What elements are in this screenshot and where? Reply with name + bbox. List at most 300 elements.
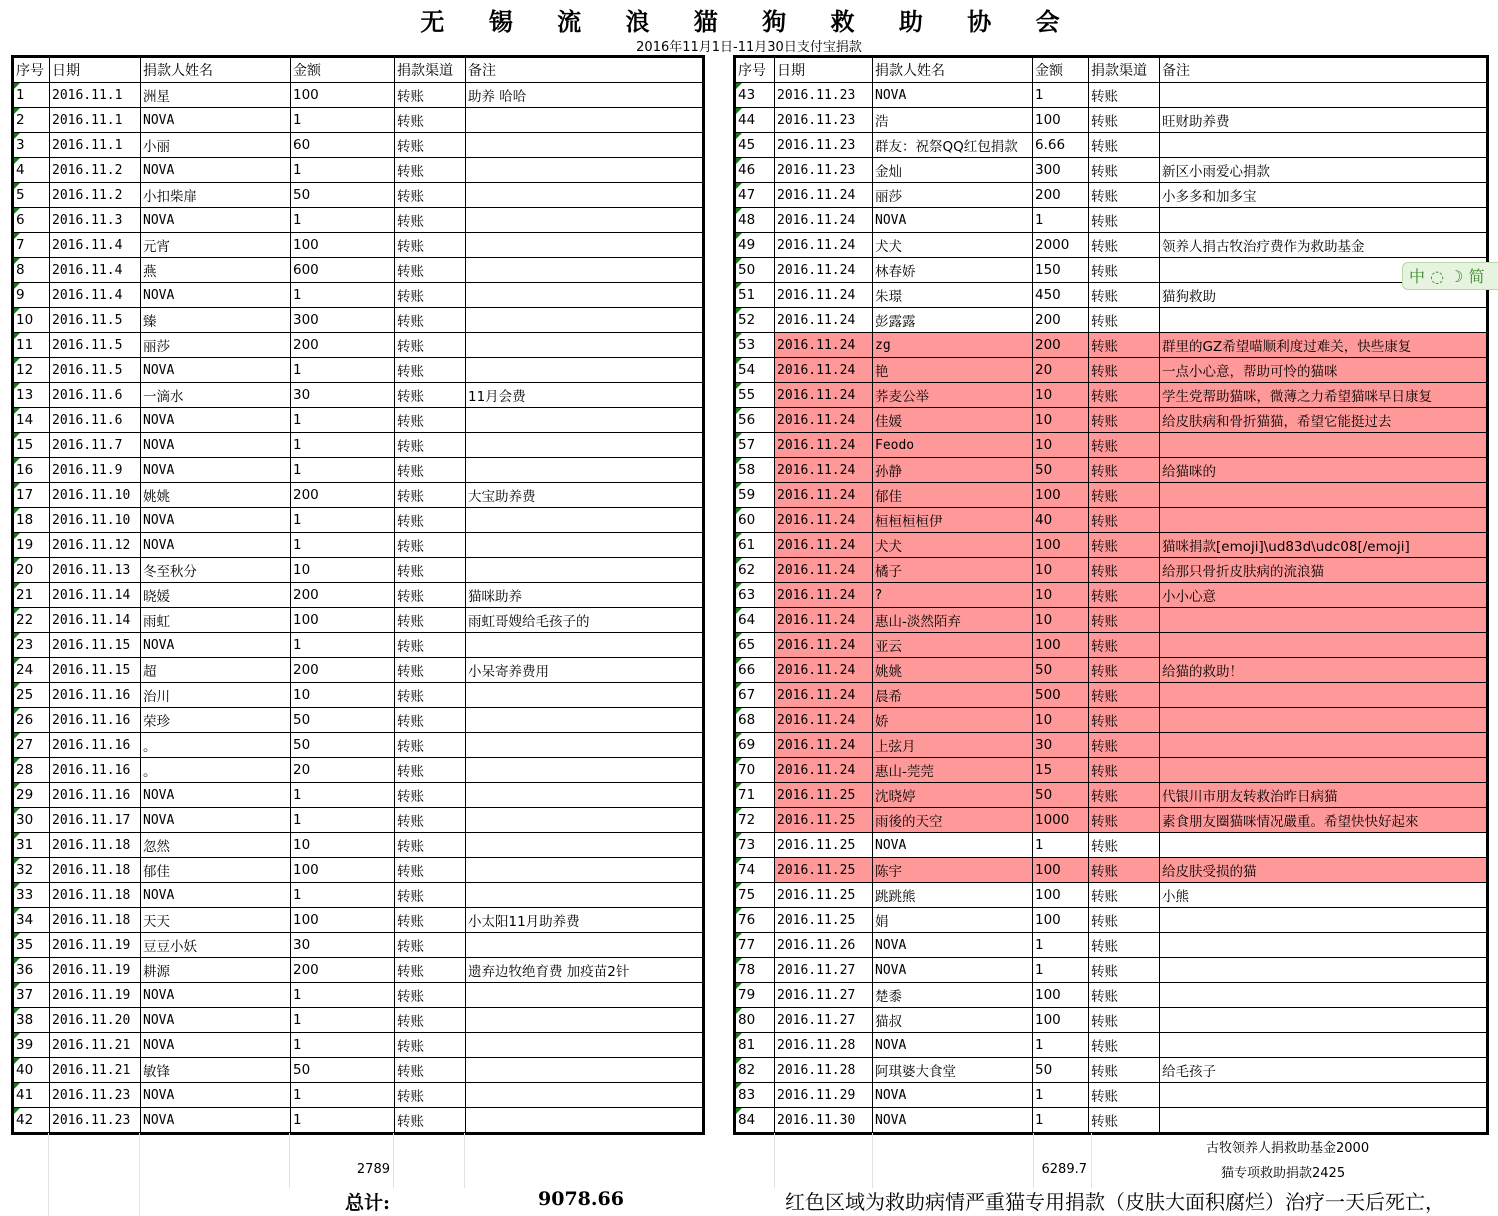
payment-channel[interactable]: 转账	[395, 983, 466, 1008]
payment-channel[interactable]: 转账	[395, 1008, 466, 1033]
donor-name[interactable]: NOVA	[141, 983, 291, 1008]
payment-channel[interactable]: 转账	[395, 583, 466, 608]
donation-date[interactable]: 2016.11.28	[775, 1058, 873, 1083]
donation-date[interactable]: 2016.11.12	[50, 533, 141, 558]
payment-channel[interactable]: 转账	[395, 783, 466, 808]
donation-amount[interactable]: 20	[291, 758, 395, 783]
row-number[interactable]: 42	[14, 1108, 50, 1133]
donation-note[interactable]	[1160, 833, 1487, 858]
donor-name[interactable]: 雨虹	[141, 608, 291, 633]
row-number[interactable]: 52	[736, 308, 775, 333]
payment-channel[interactable]: 转账	[1089, 1083, 1160, 1108]
donation-date[interactable]: 2016.11.18	[50, 908, 141, 933]
row-number[interactable]: 11	[14, 333, 50, 358]
payment-channel[interactable]: 转账	[395, 1083, 466, 1108]
donation-date[interactable]: 2016.11.6	[50, 408, 141, 433]
payment-channel[interactable]: 转账	[1089, 83, 1160, 108]
donation-amount[interactable]: 1	[1033, 1033, 1089, 1058]
donation-note[interactable]	[466, 133, 703, 158]
donation-note[interactable]: 遗弃边牧绝育费 加疫苗2针	[466, 958, 703, 983]
donation-note[interactable]: 学生党帮助猫咪，微薄之力希望猫咪早日康复	[1160, 383, 1487, 408]
donation-date[interactable]: 2016.11.24	[775, 483, 873, 508]
row-number[interactable]: 83	[736, 1083, 775, 1108]
donation-amount[interactable]: 10	[1033, 408, 1089, 433]
payment-channel[interactable]: 转账	[395, 358, 466, 383]
donation-amount[interactable]: 10	[1033, 383, 1089, 408]
donor-name[interactable]: NOVA	[141, 1008, 291, 1033]
donor-name[interactable]: 楚黍	[873, 983, 1033, 1008]
payment-channel[interactable]: 转账	[395, 958, 466, 983]
donation-note[interactable]	[1160, 433, 1487, 458]
donation-amount[interactable]: 1	[291, 408, 395, 433]
donation-amount[interactable]: 1	[291, 883, 395, 908]
donation-date[interactable]: 2016.11.6	[50, 383, 141, 408]
donation-note[interactable]: 给皮肤受损的猫	[1160, 858, 1487, 883]
donor-name[interactable]: 朱璟	[873, 283, 1033, 308]
donation-note[interactable]	[466, 433, 703, 458]
donor-name[interactable]: 晓媛	[141, 583, 291, 608]
payment-channel[interactable]: 转账	[395, 133, 466, 158]
donation-note[interactable]	[1160, 683, 1487, 708]
donation-date[interactable]: 2016.11.24	[775, 708, 873, 733]
row-number[interactable]: 62	[736, 558, 775, 583]
row-number[interactable]: 63	[736, 583, 775, 608]
row-number[interactable]: 21	[14, 583, 50, 608]
donation-date[interactable]: 2016.11.29	[775, 1083, 873, 1108]
row-number[interactable]: 32	[14, 858, 50, 883]
donation-amount[interactable]: 200	[291, 483, 395, 508]
donation-amount[interactable]: 1	[1033, 1083, 1089, 1108]
donation-amount[interactable]: 200	[291, 333, 395, 358]
donor-name[interactable]: NOVA	[873, 208, 1033, 233]
donation-date[interactable]: 2016.11.23	[50, 1108, 141, 1133]
payment-channel[interactable]: 转账	[395, 408, 466, 433]
payment-channel[interactable]: 转账	[395, 1058, 466, 1083]
column-header[interactable]: 金额	[1033, 58, 1089, 83]
donation-amount[interactable]: 50	[291, 708, 395, 733]
donation-note[interactable]	[466, 108, 703, 133]
donor-name[interactable]: 郁佳	[141, 858, 291, 883]
payment-channel[interactable]: 转账	[395, 883, 466, 908]
donation-date[interactable]: 2016.11.17	[50, 808, 141, 833]
donation-date[interactable]: 2016.11.21	[50, 1058, 141, 1083]
donor-name[interactable]: 艳	[873, 358, 1033, 383]
column-header[interactable]: 捐款人姓名	[873, 58, 1033, 83]
payment-channel[interactable]: 转账	[1089, 408, 1160, 433]
row-number[interactable]: 34	[14, 908, 50, 933]
payment-channel[interactable]: 转账	[1089, 508, 1160, 533]
donation-date[interactable]: 2016.11.15	[50, 658, 141, 683]
donation-date[interactable]: 2016.11.24	[775, 558, 873, 583]
row-number[interactable]: 54	[736, 358, 775, 383]
donation-note[interactable]	[1160, 633, 1487, 658]
donation-note[interactable]	[466, 708, 703, 733]
donor-name[interactable]: 上弦月	[873, 733, 1033, 758]
row-number[interactable]: 47	[736, 183, 775, 208]
donation-note[interactable]	[1160, 908, 1487, 933]
donation-amount[interactable]: 450	[1033, 283, 1089, 308]
donation-amount[interactable]: 100	[1033, 633, 1089, 658]
donation-amount[interactable]: 10	[291, 683, 395, 708]
donor-name[interactable]: NOVA	[141, 883, 291, 908]
payment-channel[interactable]: 转账	[1089, 758, 1160, 783]
row-number[interactable]: 3	[14, 133, 50, 158]
donor-name[interactable]: 姚姚	[141, 483, 291, 508]
payment-channel[interactable]: 转账	[1089, 158, 1160, 183]
donor-name[interactable]: 惠山-莞莞	[873, 758, 1033, 783]
donation-note[interactable]	[1160, 958, 1487, 983]
donation-date[interactable]: 2016.11.24	[775, 683, 873, 708]
donation-date[interactable]: 2016.11.24	[775, 658, 873, 683]
donation-date[interactable]: 2016.11.24	[775, 408, 873, 433]
donation-note[interactable]	[466, 733, 703, 758]
donation-date[interactable]: 2016.11.24	[775, 183, 873, 208]
row-number[interactable]: 45	[736, 133, 775, 158]
donation-note[interactable]: 一点小心意，帮助可怜的猫咪	[1160, 358, 1487, 383]
row-number[interactable]: 66	[736, 658, 775, 683]
donation-note[interactable]	[1160, 1108, 1487, 1133]
row-number[interactable]: 6	[14, 208, 50, 233]
donation-date[interactable]: 2016.11.4	[50, 258, 141, 283]
payment-channel[interactable]: 转账	[395, 458, 466, 483]
donor-name[interactable]: 。	[141, 733, 291, 758]
donor-name[interactable]: 沈晓婷	[873, 783, 1033, 808]
row-number[interactable]: 40	[14, 1058, 50, 1083]
row-number[interactable]: 16	[14, 458, 50, 483]
column-header[interactable]: 日期	[775, 58, 873, 83]
row-number[interactable]: 33	[14, 883, 50, 908]
payment-channel[interactable]: 转账	[395, 658, 466, 683]
row-number[interactable]: 48	[736, 208, 775, 233]
payment-channel[interactable]: 转账	[395, 683, 466, 708]
payment-channel[interactable]: 转账	[1089, 983, 1160, 1008]
donor-name[interactable]: 燕	[141, 258, 291, 283]
row-number[interactable]: 46	[736, 158, 775, 183]
donor-name[interactable]: 陈宇	[873, 858, 1033, 883]
payment-channel[interactable]: 转账	[395, 208, 466, 233]
payment-channel[interactable]: 转账	[395, 833, 466, 858]
row-number[interactable]: 4	[14, 158, 50, 183]
donation-date[interactable]: 2016.11.24	[775, 208, 873, 233]
donation-amount[interactable]: 1	[291, 508, 395, 533]
donation-amount[interactable]: 1	[291, 458, 395, 483]
row-number[interactable]: 9	[14, 283, 50, 308]
donation-amount[interactable]: 10	[1033, 708, 1089, 733]
donor-name[interactable]: 跳跳熊	[873, 883, 1033, 908]
donation-date[interactable]: 2016.11.24	[775, 433, 873, 458]
payment-channel[interactable]: 转账	[395, 108, 466, 133]
donation-date[interactable]: 2016.11.14	[50, 608, 141, 633]
donor-name[interactable]: 郁佳	[873, 483, 1033, 508]
donation-date[interactable]: 2016.11.30	[775, 1108, 873, 1133]
donation-note[interactable]: 旺财助养费	[1160, 108, 1487, 133]
donation-note[interactable]	[466, 783, 703, 808]
donor-name[interactable]: NOVA	[141, 508, 291, 533]
row-number[interactable]: 29	[14, 783, 50, 808]
row-number[interactable]: 37	[14, 983, 50, 1008]
row-number[interactable]: 18	[14, 508, 50, 533]
donation-amount[interactable]: 6.66	[1033, 133, 1089, 158]
donor-name[interactable]: NOVA	[873, 1033, 1033, 1058]
donation-note[interactable]	[1160, 133, 1487, 158]
donation-note[interactable]	[1160, 1008, 1487, 1033]
column-header[interactable]: 序号	[736, 58, 775, 83]
row-number[interactable]: 2	[14, 108, 50, 133]
donation-note[interactable]: 群里的GZ希望喵顺利度过难关，快些康复	[1160, 333, 1487, 358]
donation-date[interactable]: 2016.11.24	[775, 508, 873, 533]
donation-amount[interactable]: 2000	[1033, 233, 1089, 258]
donor-name[interactable]: 浩	[873, 108, 1033, 133]
donation-date[interactable]: 2016.11.23	[775, 158, 873, 183]
donation-note[interactable]	[1160, 758, 1487, 783]
donor-name[interactable]: NOVA	[141, 783, 291, 808]
donation-note[interactable]	[466, 183, 703, 208]
donation-amount[interactable]: 1	[291, 1008, 395, 1033]
donation-date[interactable]: 2016.11.25	[775, 858, 873, 883]
donation-date[interactable]: 2016.11.4	[50, 233, 141, 258]
donation-amount[interactable]: 1	[291, 783, 395, 808]
donation-date[interactable]: 2016.11.20	[50, 1008, 141, 1033]
donation-date[interactable]: 2016.11.24	[775, 283, 873, 308]
donation-note[interactable]	[466, 808, 703, 833]
donor-name[interactable]: 元宵	[141, 233, 291, 258]
donation-amount[interactable]: 1	[1033, 83, 1089, 108]
donation-amount[interactable]: 1	[1033, 958, 1089, 983]
donation-note[interactable]	[1160, 933, 1487, 958]
donation-amount[interactable]: 10	[1033, 608, 1089, 633]
donation-note[interactable]	[466, 358, 703, 383]
donation-note[interactable]: 小呆寄养费用	[466, 658, 703, 683]
donor-name[interactable]: 惠山-淡然陌弃	[873, 608, 1033, 633]
donation-note[interactable]: 助养 哈哈	[466, 83, 703, 108]
donor-name[interactable]: 天天	[141, 908, 291, 933]
donation-date[interactable]: 2016.11.24	[775, 533, 873, 558]
donation-amount[interactable]: 1	[291, 358, 395, 383]
donation-date[interactable]: 2016.11.24	[775, 383, 873, 408]
donation-date[interactable]: 2016.11.16	[50, 783, 141, 808]
payment-channel[interactable]: 转账	[1089, 558, 1160, 583]
donation-amount[interactable]: 100	[1033, 983, 1089, 1008]
payment-channel[interactable]: 转账	[1089, 708, 1160, 733]
payment-channel[interactable]: 转账	[395, 383, 466, 408]
donation-note[interactable]: 猫咪助养	[466, 583, 703, 608]
donation-note[interactable]	[466, 883, 703, 908]
donation-amount[interactable]: 1	[291, 1108, 395, 1133]
row-number[interactable]: 74	[736, 858, 775, 883]
donation-date[interactable]: 2016.11.24	[775, 458, 873, 483]
row-number[interactable]: 17	[14, 483, 50, 508]
donation-date[interactable]: 2016.11.18	[50, 833, 141, 858]
row-number[interactable]: 22	[14, 608, 50, 633]
donation-amount[interactable]: 300	[1033, 158, 1089, 183]
row-number[interactable]: 49	[736, 233, 775, 258]
payment-channel[interactable]: 转账	[395, 858, 466, 883]
donor-name[interactable]: NOVA	[873, 1108, 1033, 1133]
donation-amount[interactable]: 100	[291, 233, 395, 258]
donation-note[interactable]: 小太阳11月助养费	[466, 908, 703, 933]
donor-name[interactable]: 林春娇	[873, 258, 1033, 283]
column-header[interactable]: 备注	[466, 58, 703, 83]
donor-name[interactable]: 佳媛	[873, 408, 1033, 433]
donation-date[interactable]: 2016.11.24	[775, 358, 873, 383]
donation-note[interactable]	[1160, 208, 1487, 233]
donation-note[interactable]	[466, 508, 703, 533]
donation-note[interactable]: 大宝助养费	[466, 483, 703, 508]
donation-date[interactable]: 2016.11.24	[775, 733, 873, 758]
payment-channel[interactable]: 转账	[1089, 1108, 1160, 1133]
column-header[interactable]: 捐款渠道	[395, 58, 466, 83]
column-header[interactable]: 序号	[14, 58, 50, 83]
donation-note[interactable]	[466, 758, 703, 783]
donation-note[interactable]: 给毛孩子	[1160, 1058, 1487, 1083]
donation-amount[interactable]: 200	[291, 958, 395, 983]
payment-channel[interactable]: 转账	[395, 308, 466, 333]
donor-name[interactable]: 小扣柴扉	[141, 183, 291, 208]
donation-note[interactable]	[466, 1058, 703, 1083]
payment-channel[interactable]: 转账	[1089, 283, 1160, 308]
donation-date[interactable]: 2016.11.19	[50, 933, 141, 958]
donation-note[interactable]: 给猫的救助！	[1160, 658, 1487, 683]
row-number[interactable]: 67	[736, 683, 775, 708]
donation-date[interactable]: 2016.11.25	[775, 783, 873, 808]
donor-name[interactable]: 孙静	[873, 458, 1033, 483]
donation-date[interactable]: 2016.11.3	[50, 208, 141, 233]
payment-channel[interactable]: 转账	[1089, 883, 1160, 908]
payment-channel[interactable]: 转账	[1089, 308, 1160, 333]
donation-note[interactable]	[1160, 983, 1487, 1008]
row-number[interactable]: 61	[736, 533, 775, 558]
donation-note[interactable]	[466, 408, 703, 433]
donation-amount[interactable]: 40	[1033, 508, 1089, 533]
donation-amount[interactable]: 50	[291, 183, 395, 208]
donor-name[interactable]: 犬犬	[873, 533, 1033, 558]
payment-channel[interactable]: 转账	[395, 508, 466, 533]
donor-name[interactable]: Feodo	[873, 433, 1033, 458]
row-number[interactable]: 7	[14, 233, 50, 258]
payment-channel[interactable]: 转账	[1089, 108, 1160, 133]
row-number[interactable]: 57	[736, 433, 775, 458]
donation-date[interactable]: 2016.11.23	[775, 133, 873, 158]
payment-channel[interactable]: 转账	[395, 483, 466, 508]
donation-date[interactable]: 2016.11.23	[775, 108, 873, 133]
donor-name[interactable]: 娇	[873, 708, 1033, 733]
donation-date[interactable]: 2016.11.19	[50, 958, 141, 983]
donor-name[interactable]: 雨後的天空	[873, 808, 1033, 833]
donation-note[interactable]: 猫狗救助	[1160, 283, 1487, 308]
row-number[interactable]: 82	[736, 1058, 775, 1083]
payment-channel[interactable]: 转账	[1089, 658, 1160, 683]
row-number[interactable]: 14	[14, 408, 50, 433]
payment-channel[interactable]: 转账	[395, 708, 466, 733]
donation-amount[interactable]: 1	[291, 533, 395, 558]
donation-amount[interactable]: 500	[1033, 683, 1089, 708]
row-number[interactable]: 60	[736, 508, 775, 533]
payment-channel[interactable]: 转账	[1089, 383, 1160, 408]
donor-name[interactable]: 金灿	[873, 158, 1033, 183]
donation-note[interactable]	[466, 533, 703, 558]
donation-amount[interactable]: 100	[1033, 483, 1089, 508]
row-number[interactable]: 27	[14, 733, 50, 758]
donor-name[interactable]: 敏锋	[141, 1058, 291, 1083]
donor-name[interactable]: 臻	[141, 308, 291, 333]
row-number[interactable]: 19	[14, 533, 50, 558]
donation-amount[interactable]: 1000	[1033, 808, 1089, 833]
donation-amount[interactable]: 100	[291, 608, 395, 633]
donation-note[interactable]	[466, 458, 703, 483]
donation-date[interactable]: 2016.11.28	[775, 1033, 873, 1058]
row-number[interactable]: 8	[14, 258, 50, 283]
row-number[interactable]: 20	[14, 558, 50, 583]
donor-name[interactable]: NOVA	[141, 408, 291, 433]
payment-channel[interactable]: 转账	[1089, 358, 1160, 383]
row-number[interactable]: 84	[736, 1108, 775, 1133]
payment-channel[interactable]: 转账	[395, 633, 466, 658]
row-number[interactable]: 56	[736, 408, 775, 433]
payment-channel[interactable]: 转账	[1089, 833, 1160, 858]
donor-name[interactable]: 荣珍	[141, 708, 291, 733]
donation-amount[interactable]: 1	[291, 633, 395, 658]
donor-name[interactable]: NOVA	[141, 808, 291, 833]
donation-amount[interactable]: 1	[291, 158, 395, 183]
donation-note[interactable]	[1160, 1083, 1487, 1108]
column-header[interactable]: 捐款人姓名	[141, 58, 291, 83]
donation-date[interactable]: 2016.11.25	[775, 808, 873, 833]
donation-date[interactable]: 2016.11.1	[50, 83, 141, 108]
donation-date[interactable]: 2016.11.14	[50, 583, 141, 608]
payment-channel[interactable]: 转账	[395, 558, 466, 583]
donation-amount[interactable]: 100	[1033, 883, 1089, 908]
donation-amount[interactable]: 60	[291, 133, 395, 158]
row-number[interactable]: 24	[14, 658, 50, 683]
payment-channel[interactable]: 转账	[395, 333, 466, 358]
payment-channel[interactable]: 转账	[1089, 258, 1160, 283]
donor-name[interactable]: zg	[873, 333, 1033, 358]
row-number[interactable]: 58	[736, 458, 775, 483]
payment-channel[interactable]: 转账	[1089, 133, 1160, 158]
donation-date[interactable]: 2016.11.26	[775, 933, 873, 958]
donation-date[interactable]: 2016.11.2	[50, 183, 141, 208]
row-number[interactable]: 81	[736, 1033, 775, 1058]
row-number[interactable]: 36	[14, 958, 50, 983]
row-number[interactable]: 68	[736, 708, 775, 733]
donation-note[interactable]	[466, 233, 703, 258]
payment-channel[interactable]: 转账	[395, 183, 466, 208]
row-number[interactable]: 30	[14, 808, 50, 833]
row-number[interactable]: 75	[736, 883, 775, 908]
donation-amount[interactable]: 10	[1033, 433, 1089, 458]
payment-channel[interactable]: 转账	[395, 808, 466, 833]
donation-date[interactable]: 2016.11.7	[50, 433, 141, 458]
donation-amount[interactable]: 1	[291, 108, 395, 133]
row-number[interactable]: 10	[14, 308, 50, 333]
payment-channel[interactable]: 转账	[1089, 183, 1160, 208]
donation-note[interactable]: 素食朋友圈猫咪情况嚴重。希望快快好起來	[1160, 808, 1487, 833]
payment-channel[interactable]: 转账	[1089, 933, 1160, 958]
donor-name[interactable]: 豆豆小妖	[141, 933, 291, 958]
donor-name[interactable]: NOVA	[141, 1033, 291, 1058]
donation-amount[interactable]: 50	[1033, 458, 1089, 483]
donation-note[interactable]	[466, 858, 703, 883]
donation-amount[interactable]: 1	[291, 1083, 395, 1108]
column-header[interactable]: 金额	[291, 58, 395, 83]
payment-channel[interactable]: 转账	[1089, 683, 1160, 708]
payment-channel[interactable]: 转账	[395, 933, 466, 958]
donor-name[interactable]: NOVA	[141, 208, 291, 233]
donation-note[interactable]	[1160, 733, 1487, 758]
donation-date[interactable]: 2016.11.19	[50, 983, 141, 1008]
donor-name[interactable]: 桓桓桓桓伊	[873, 508, 1033, 533]
row-number[interactable]: 79	[736, 983, 775, 1008]
